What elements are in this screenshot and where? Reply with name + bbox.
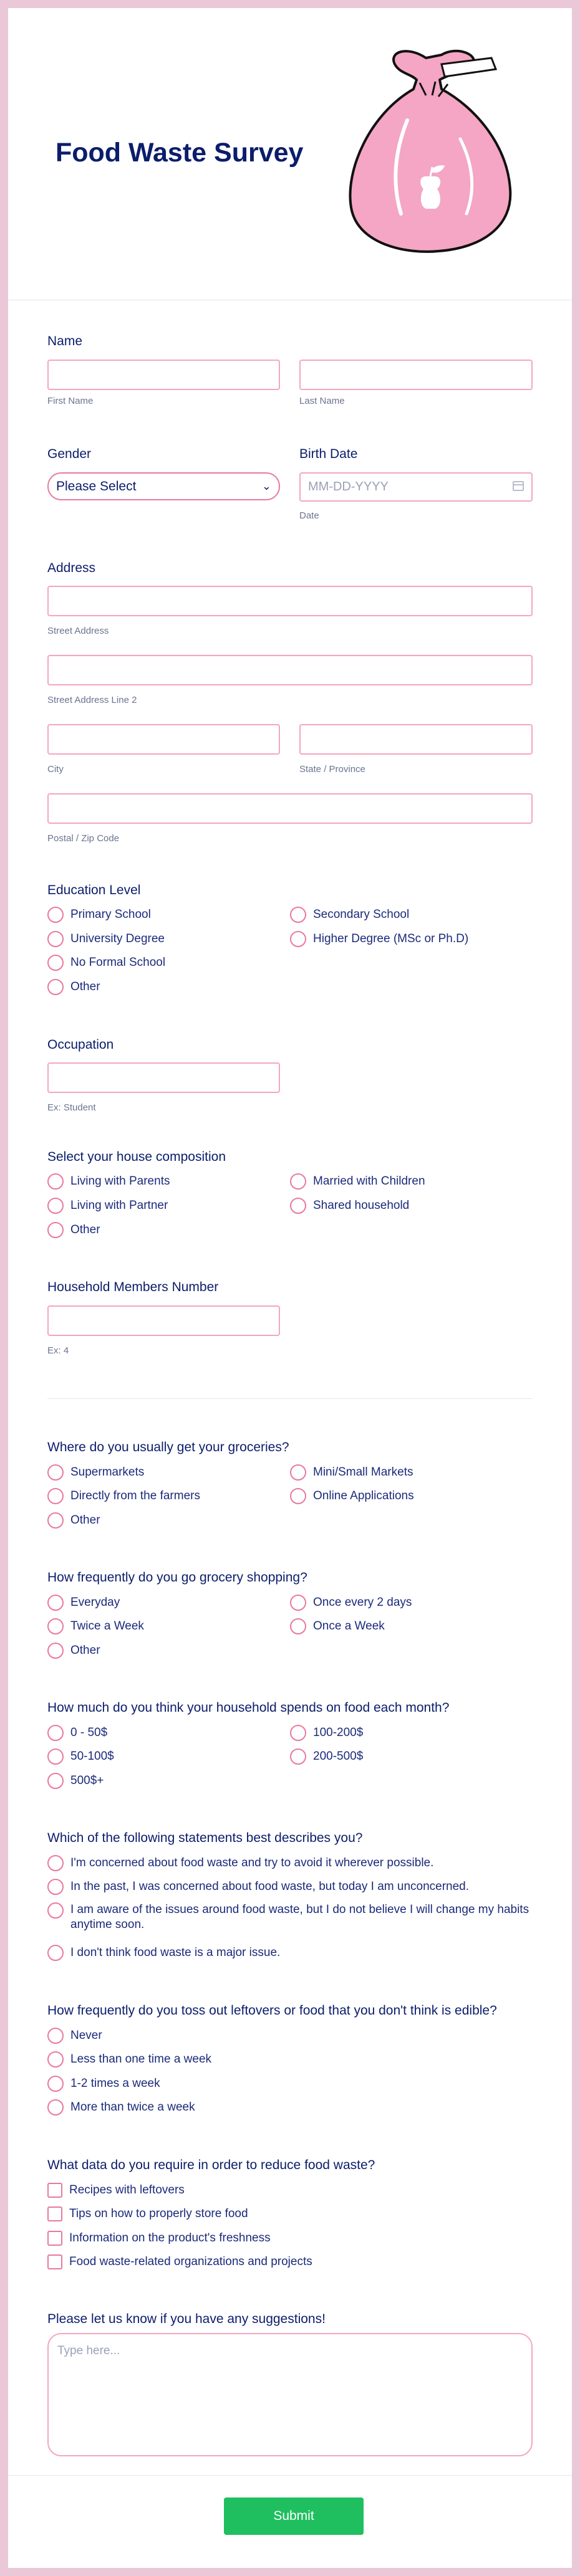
suggestions-textarea[interactable]: [47, 2333, 533, 2456]
chevron-down-icon: ⌄: [261, 480, 271, 492]
education-option[interactable]: Higher Degree (MSc or Ph.D): [290, 930, 468, 948]
radio-button[interactable]: [290, 1618, 306, 1634]
education-option[interactable]: Other: [47, 978, 100, 996]
house-option[interactable]: Shared household: [290, 1197, 409, 1214]
radio-button[interactable]: [47, 955, 64, 971]
house-option[interactable]: Living with Parents: [47, 1173, 170, 1190]
radio-button[interactable]: [47, 1595, 64, 1611]
house-option[interactable]: Married with Children: [290, 1173, 425, 1190]
zip-input[interactable]: [47, 793, 533, 824]
first-name-sublabel: First Name: [47, 396, 94, 406]
radio-button[interactable]: [47, 907, 64, 923]
education-label: Education Level: [47, 883, 141, 897]
radio-button[interactable]: [47, 1748, 64, 1765]
occupation-input[interactable]: [47, 1062, 280, 1093]
toss-option[interactable]: 1-2 times a week: [47, 2075, 160, 2092]
radio-button[interactable]: [47, 2076, 64, 2092]
last-name-input[interactable]: [299, 360, 533, 390]
groceries-option[interactable]: Other: [47, 1512, 100, 1529]
checkbox[interactable]: [47, 2206, 62, 2221]
groceries-option[interactable]: Supermarkets: [47, 1464, 144, 1481]
name-label: Name: [47, 334, 83, 348]
gender-select-value: Please Select: [56, 479, 137, 494]
radio-button[interactable]: [47, 2028, 64, 2044]
city-input[interactable]: [47, 724, 280, 755]
radio-button[interactable]: [290, 1595, 306, 1611]
calendar-icon[interactable]: [513, 481, 524, 491]
groceries-option[interactable]: Mini/Small Markets: [290, 1464, 413, 1481]
street-address-sublabel: Street Address: [47, 626, 109, 636]
radio-button[interactable]: [47, 1643, 64, 1659]
form-card: [8, 8, 572, 2568]
footer-divider: [8, 2475, 572, 2476]
occupation-label: Occupation: [47, 1038, 114, 1052]
shopping-option[interactable]: Everyday: [47, 1594, 120, 1611]
zip-sublabel: Postal / Zip Code: [47, 833, 120, 844]
radio-button[interactable]: [290, 1198, 306, 1214]
radio-button[interactable]: [47, 1879, 64, 1895]
spend-option[interactable]: 50-100$: [47, 1748, 114, 1765]
data-label: What data do you require in order to reduce food waste?: [47, 2158, 375, 2172]
radio-button[interactable]: [290, 1725, 306, 1741]
radio-button[interactable]: [47, 1512, 64, 1529]
radio-button[interactable]: [47, 1902, 64, 1919]
statements-option[interactable]: In the past, I was concerned about food waste, but today I am unconcerned.: [47, 1878, 469, 1896]
members-sublabel: Ex: 4: [47, 1345, 69, 1356]
radio-button[interactable]: [290, 1488, 306, 1504]
radio-button[interactable]: [290, 931, 306, 947]
radio-button[interactable]: [290, 1173, 306, 1190]
radio-button[interactable]: [290, 907, 306, 923]
statements-option[interactable]: I'm concerned about food waste and try to avoid it wherever possible.: [47, 1854, 433, 1872]
groceries-option[interactable]: Online Applications: [290, 1487, 414, 1505]
members-input[interactable]: [47, 1305, 280, 1336]
gender-select[interactable]: [47, 472, 280, 500]
checkbox[interactable]: [47, 2254, 62, 2269]
suggestions-label: Please let us know if you have any suggestions!: [47, 2312, 326, 2326]
gender-label: Gender: [47, 447, 92, 461]
groceries-option[interactable]: Directly from the farmers: [47, 1487, 200, 1505]
radio-button[interactable]: [47, 1725, 64, 1741]
groceries-label: Where do you usually get your groceries?: [47, 1440, 289, 1454]
radio-button[interactable]: [47, 1945, 64, 1961]
form-header: [8, 8, 572, 300]
toss-option[interactable]: More than twice a week: [47, 2099, 195, 2116]
spend-option[interactable]: 100-200$: [290, 1724, 363, 1742]
street-address-input[interactable]: [47, 586, 533, 616]
data-option[interactable]: Recipes with leftovers: [47, 2182, 185, 2199]
checkbox[interactable]: [47, 2183, 62, 2198]
radio-button[interactable]: [47, 1173, 64, 1190]
birth-date-label: Birth Date: [299, 447, 358, 461]
data-option[interactable]: Food waste-related organizations and projects: [47, 2253, 312, 2271]
toss-label: How frequently do you toss out leftovers or food that you don't think is edible?: [47, 2003, 497, 2018]
house-option[interactable]: Other: [47, 1221, 100, 1239]
last-name-sublabel: Last Name: [299, 396, 345, 406]
data-option[interactable]: Tips on how to properly store food: [47, 2205, 248, 2223]
occupation-sublabel: Ex: Student: [47, 1102, 96, 1113]
birth-date-placeholder: MM-DD-YYYY: [308, 480, 389, 494]
statements-option[interactable]: I am aware of the issues around food waste, but I do not believe I will change my habits anytime soon.: [47, 1902, 538, 1932]
radio-button[interactable]: [47, 979, 64, 995]
radio-button[interactable]: [47, 1488, 64, 1504]
shopping-option[interactable]: Twice a Week: [47, 1618, 144, 1635]
toss-option[interactable]: Never: [47, 2027, 102, 2044]
spend-option[interactable]: 500$+: [47, 1772, 104, 1790]
submit-button[interactable]: Submit: [224, 2497, 364, 2535]
spend-option[interactable]: 0 - 50$: [47, 1724, 107, 1742]
radio-button[interactable]: [47, 1855, 64, 1871]
radio-button[interactable]: [290, 1748, 306, 1765]
state-input[interactable]: [299, 724, 533, 755]
radio-button[interactable]: [47, 2051, 64, 2068]
shopping-option[interactable]: Once every 2 days: [290, 1594, 412, 1611]
section-divider: [47, 1398, 533, 1399]
page-title: Food Waste Survey: [56, 138, 304, 168]
toss-option[interactable]: Less than one time a week: [47, 2051, 211, 2068]
education-option[interactable]: Primary School: [47, 906, 151, 923]
street-address-2-input[interactable]: [47, 655, 533, 685]
state-sublabel: State / Province: [299, 764, 365, 775]
birth-date-input[interactable]: [299, 472, 533, 502]
education-option[interactable]: No Formal School: [47, 954, 165, 971]
city-sublabel: City: [47, 764, 64, 775]
spend-option[interactable]: 200-500$: [290, 1748, 363, 1765]
radio-button[interactable]: [47, 1464, 64, 1481]
birth-date-sublabel: Date: [299, 510, 319, 521]
checkbox[interactable]: [47, 2231, 62, 2246]
house-label: Select your house composition: [47, 1150, 226, 1164]
radio-button[interactable]: [47, 1222, 64, 1238]
shopping-option[interactable]: Other: [47, 1642, 100, 1659]
trash-bag-icon: [332, 45, 520, 257]
members-label: Household Members Number: [47, 1280, 219, 1294]
statements-option[interactable]: I don't think food waste is a major issue.: [47, 1944, 280, 1962]
statements-label: Which of the following statements best describes you?: [47, 1831, 363, 1845]
first-name-input[interactable]: [47, 360, 280, 390]
shopping-label: How frequently do you go grocery shopping?: [47, 1570, 307, 1585]
radio-button[interactable]: [290, 1464, 306, 1481]
education-option[interactable]: Secondary School: [290, 906, 409, 923]
radio-button[interactable]: [47, 1618, 64, 1634]
house-option[interactable]: Living with Partner: [47, 1197, 168, 1214]
spend-label: How much do you think your household spends on food each month?: [47, 1701, 450, 1715]
radio-button[interactable]: [47, 2099, 64, 2116]
radio-button[interactable]: [47, 1773, 64, 1789]
suggestions-placeholder: Type here...: [57, 2344, 120, 2357]
street-address-2-sublabel: Street Address Line 2: [47, 695, 137, 705]
radio-button[interactable]: [47, 1198, 64, 1214]
radio-button[interactable]: [47, 931, 64, 947]
shopping-option[interactable]: Once a Week: [290, 1618, 385, 1635]
data-option[interactable]: Information on the product's freshness: [47, 2230, 271, 2247]
education-option[interactable]: University Degree: [47, 930, 165, 948]
address-label: Address: [47, 561, 96, 575]
